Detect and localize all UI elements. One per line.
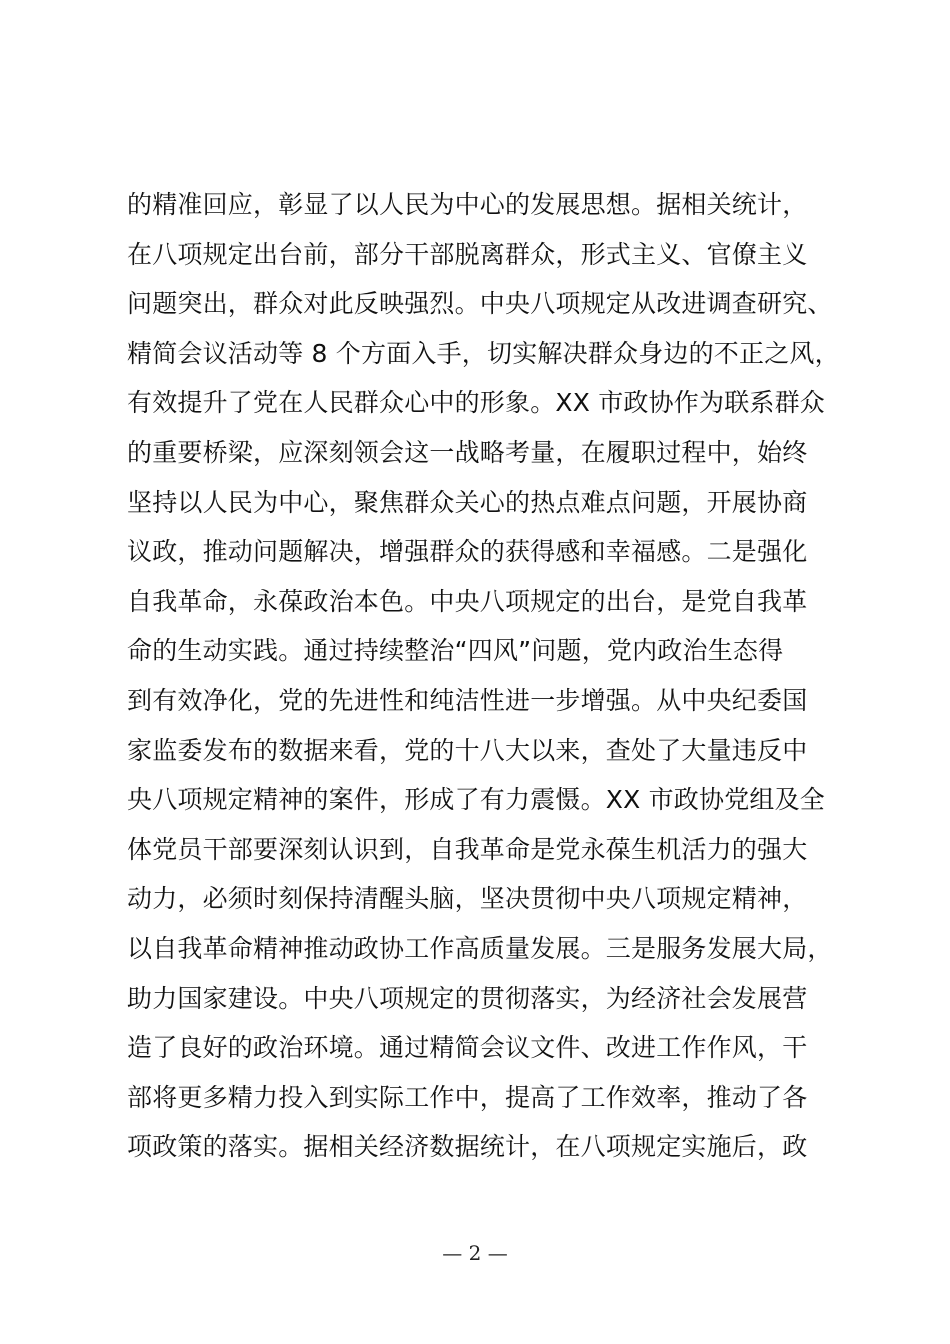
text-line: 助力国家建设。中央八项规定的贯彻落实，为经济社会发展营 — [127, 983, 808, 1013]
text-line: 体党员干部要深刻认识到，自我革命是党永葆生机活力的强大 — [127, 834, 808, 864]
text-line: 自我革命，永葆政治本色。中央八项规定的出台，是党自我革 — [127, 586, 808, 616]
text-line: 的精准回应，彰显了以人民为中心的发展思想。据相关统计， — [127, 190, 808, 219]
text-line: 动力，必须时刻保持清醒头脑，坚决贯彻中央八项规定精神， — [127, 884, 808, 914]
page-number: — 2 — — [442, 1241, 508, 1265]
text-line: 央八项规定精神的案件，形成了有力震慑。XX 市政协党组及全 — [127, 785, 826, 815]
text-line: 有效提升了党在人民群众心中的形象。XX 市政协作为联系群众 — [127, 388, 826, 418]
text-line: 坚持以人民为中心，聚焦群众关心的热点难点问题，开展协商 — [127, 487, 808, 517]
text-line: 部将更多精力投入到实际工作中，提高了工作效率，推动了各 — [127, 1082, 808, 1112]
text-line: 项政策的落实。据相关经济数据统计，在八项规定实施后，政 — [127, 1132, 808, 1162]
body-text — [127, 180, 867, 1172]
text-line: 造了良好的政治环境。通过精简会议文件、改进工作作风，干 — [127, 1033, 808, 1063]
text-line: 到有效净化，党的先进性和纯洁性进一步增强。从中央纪委国 — [127, 685, 808, 715]
text-line: 精简会议活动等 8 个方面入手，切实解决群众身边的不正之风， — [127, 338, 840, 368]
text-line: 命的生动实践。通过持续整治“四风”问题，党内政治生态得 — [127, 636, 784, 666]
text-line: 在八项规定出台前，部分干部脱离群众，形式主义、官僚主义 — [127, 239, 808, 269]
text-line: 的重要桥梁，应深刻领会这一战略考量，在履职过程中，始终 — [127, 437, 808, 467]
text-line: 议政，推动问题解决，增强群众的获得感和幸福感。二是强化 — [127, 537, 808, 567]
text-line: 问题突出，群众对此反映强烈。中央八项规定从改进调查研究、 — [127, 289, 833, 319]
text-line: 以自我革命精神推动政协工作高质量发展。三是服务发展大局， — [127, 933, 833, 963]
text-line: 家监委发布的数据来看，党的十八大以来，查处了大量违反中 — [127, 735, 808, 765]
